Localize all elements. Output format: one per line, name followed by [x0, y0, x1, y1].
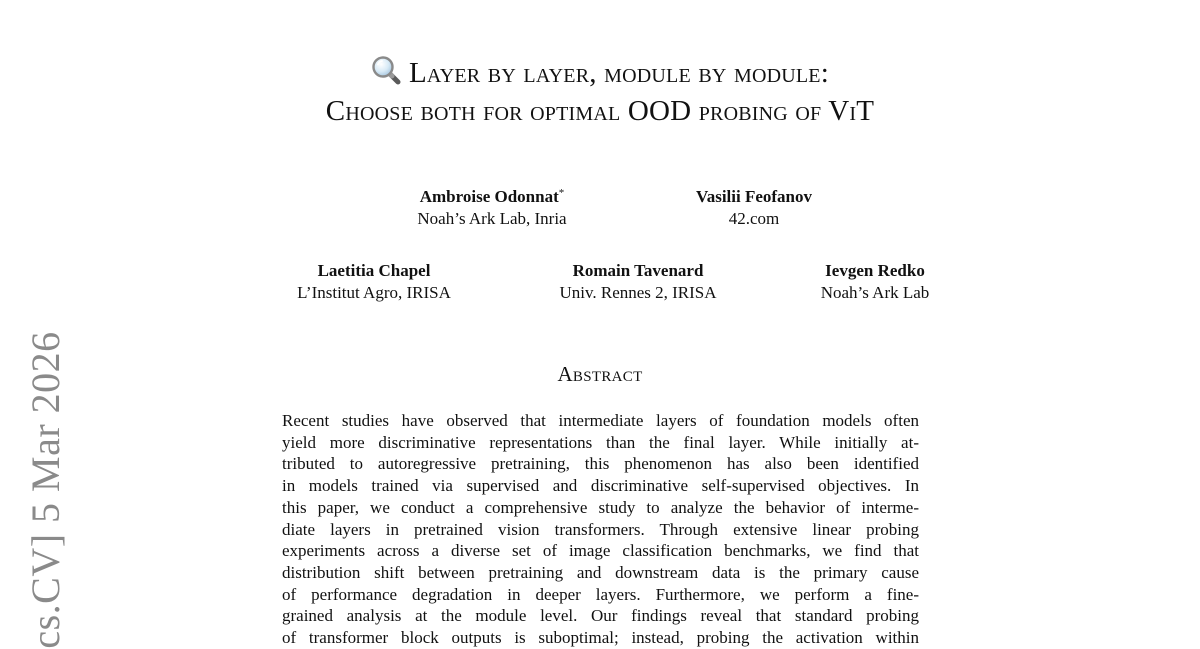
author-affiliation: Noah’s Ark Lab, Inria [417, 209, 567, 228]
abstract-line: this paper, we conduct a comprehensive study to analyze the behavior of interme- [282, 497, 919, 517]
author-block [538, 260, 738, 304]
author-block [800, 260, 950, 304]
abstract-line: of performance degradation in deeper layers. Furthermore, we perform a fine- [282, 584, 919, 604]
title-line-2: Choose both for optimal OOD probing of ViT [325, 95, 875, 127]
author-affiliation: Noah’s Ark Lab [820, 283, 930, 302]
paper-title [0, 54, 1200, 130]
author-block [664, 186, 844, 230]
abstract-line: experiments across a diverse set of image classification benchmarks, we find that [282, 541, 919, 561]
abstract-line: yield more discriminative representations than the final layer. While initially at- [282, 432, 919, 452]
corresponding-author-mark: * [558, 187, 565, 199]
arxiv-identifier-stamp: cs.CV] 5 Mar 2026 [23, 331, 68, 649]
author-block [394, 186, 590, 230]
author-block [274, 260, 474, 304]
abstract-line: Recent studies have observed that intermediate layers of foundation models often [282, 411, 919, 430]
author-name: Laetitia Chapel [317, 261, 431, 280]
author-affiliation: Univ. Rennes 2, IRISA [559, 283, 717, 302]
abstract-body [282, 410, 919, 649]
magnifying-glass-icon [371, 55, 401, 85]
title-text-line-1: Layer by layer, module by module: [409, 57, 829, 89]
abstract-line: in models trained via supervised and discriminative self-supervised objectives. In [282, 476, 919, 496]
abstract-line: diate layers in pretrained vision transformers. Through extensive linear probing [282, 519, 919, 539]
abstract-line: of transformer block outputs is suboptimal; instead, probing the activation within [282, 628, 919, 648]
abstract-heading: Abstract [557, 362, 643, 386]
author-name: Romain Tavenard [572, 261, 704, 280]
author-name: Ievgen Redko [825, 261, 925, 280]
author-affiliation: L’Institut Agro, IRISA [297, 283, 451, 302]
abstract-line: distribution shift between pretraining and downstream data is the primary cause [282, 562, 919, 582]
abstract-line: grained analysis at the module level. Our findings reveal that standard probing [282, 606, 919, 626]
abstract-line: tributed to autoregressive pretraining, this phenomenon has also been identified [282, 454, 919, 474]
title-line-1 [0, 54, 1200, 92]
author-affiliation: 42.com [728, 209, 780, 228]
author-name: Vasilii Feofanov [695, 187, 813, 206]
author-name: Ambroise Odonnat* [419, 187, 565, 206]
